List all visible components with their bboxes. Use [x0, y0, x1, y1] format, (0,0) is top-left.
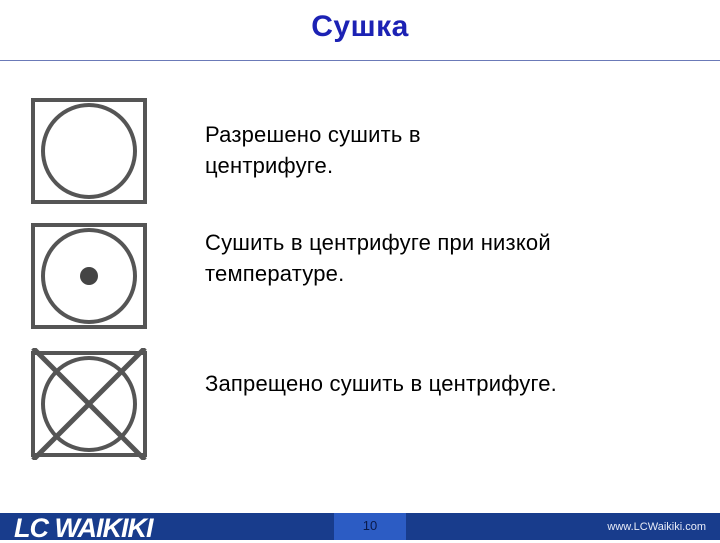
caption-line: Сушить в центрифуге при низкой [205, 230, 551, 255]
caption-no-tumble-dry [205, 368, 705, 399]
footer-bar [0, 513, 720, 543]
page-number: 10 [362, 518, 378, 533]
title-divider [0, 60, 720, 61]
no-tumble-dry-icon [30, 348, 148, 456]
caption-line: Запрещено сушить в центрифуге. [205, 371, 557, 396]
caption-line: температуре. [205, 261, 345, 286]
caption-line: центрифуге. [205, 153, 334, 178]
brand-logo: LC WAIKIKI [14, 513, 153, 543]
page-number-box [334, 513, 406, 540]
caption-line: Разрешено сушить в [205, 122, 421, 147]
low-heat-dot-icon [80, 267, 98, 285]
tumble-dry-low-heat-icon [30, 222, 148, 330]
slide-title: Сушка [311, 10, 409, 43]
website-url: www.LCWaikiki.com [607, 521, 706, 533]
tumble-dry-icon [30, 97, 148, 205]
caption-tumble-dry [205, 119, 705, 181]
caption-tumble-dry-low [205, 227, 705, 289]
